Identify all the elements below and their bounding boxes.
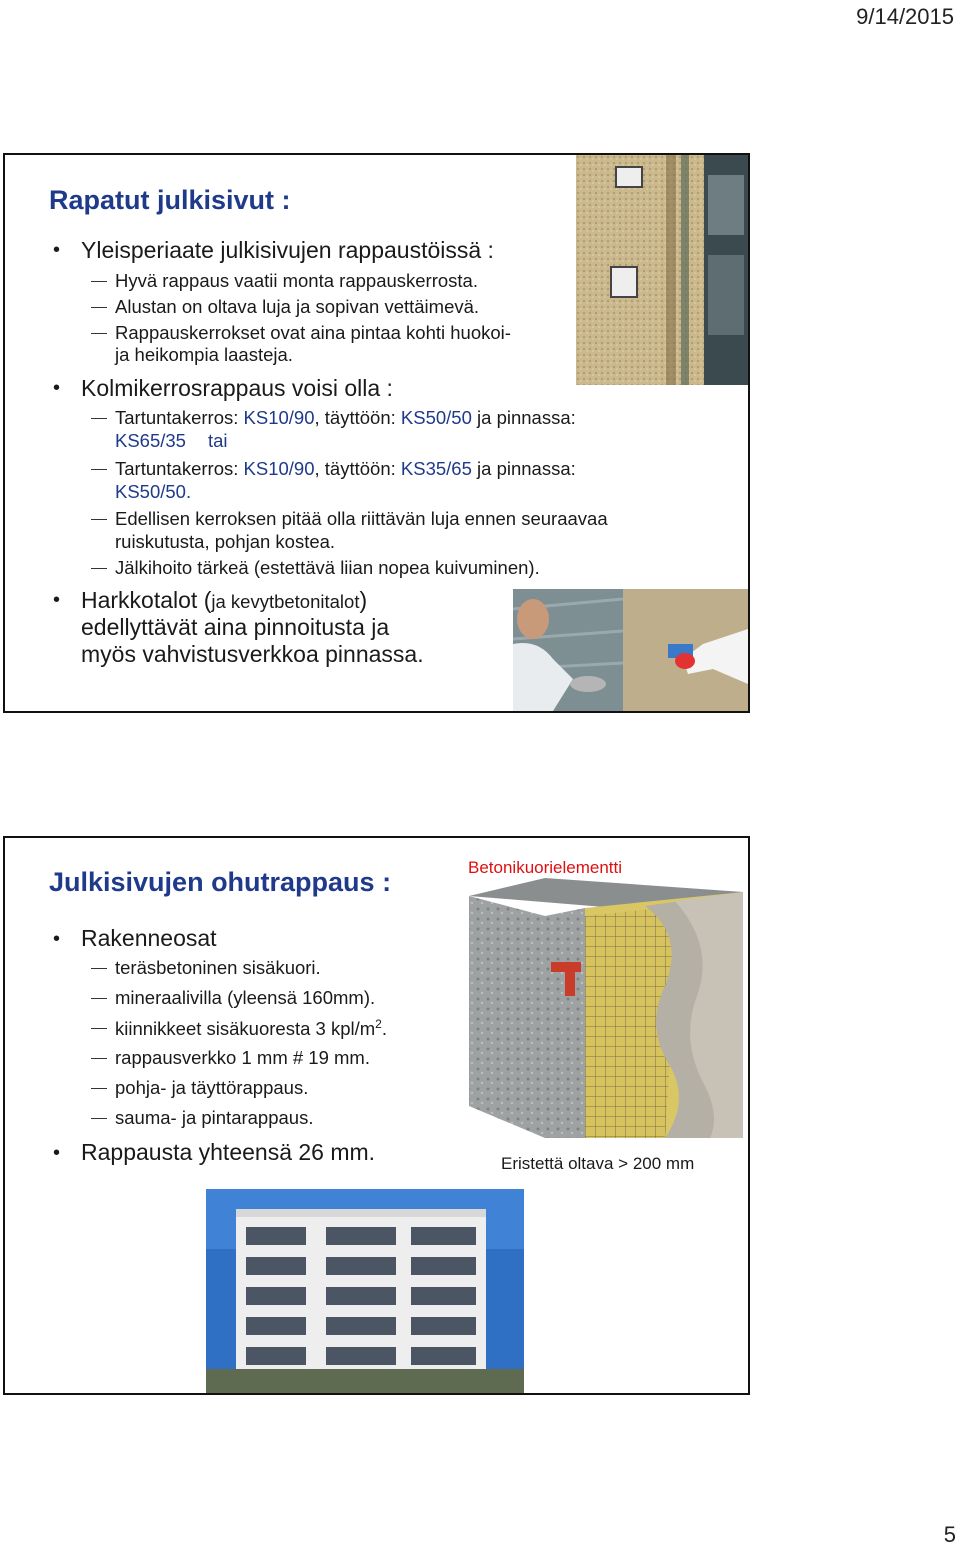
- subitem-text: Hyvä rappaus vaatii monta rappauskerrosta.: [115, 270, 478, 291]
- text: Tartuntakerros:: [115, 458, 244, 479]
- text: ja pinnassa:: [471, 458, 576, 479]
- dash: [91, 1118, 107, 1119]
- dash: [91, 418, 107, 419]
- wall-structure-diagram: [465, 876, 748, 1138]
- subitem-text: Jälkihoito tärkeä (estettävä liian nopea kuivuminen).: [115, 557, 540, 578]
- text: Tartuntakerros:: [115, 407, 244, 428]
- dash: [91, 333, 107, 334]
- text: kiinnikkeet sisäkuoresta 3 kpl/m: [115, 1018, 376, 1040]
- bullet-yleisperiaate: Yleisperiaate julkisivujen rappaustöissä :: [81, 237, 494, 263]
- bullet-harkkotalot: [81, 587, 367, 614]
- bullet-dot: •: [53, 377, 61, 399]
- subitem-text-cont: ruiskutusta, pohjan kostea.: [115, 531, 336, 552]
- slide-title: Julkisivujen ohutrappaus :: [49, 867, 392, 897]
- text: Harkkotalot (: [81, 587, 212, 613]
- mix-code: KS10/90: [243, 407, 315, 428]
- dash: [91, 1058, 107, 1059]
- subitem-text: rappausverkko 1 mm # 19 mm.: [115, 1047, 370, 1068]
- plastering-workers-photo: [513, 589, 748, 711]
- subitem-recipe-1: [115, 407, 576, 429]
- dash: [91, 568, 107, 569]
- bullet-dot: •: [53, 239, 61, 261]
- text: , täyttöön:: [314, 407, 401, 428]
- or-text: tai: [207, 430, 228, 451]
- apartment-building-photo: [206, 1189, 524, 1393]
- subitem-kiinnikkeet: [115, 1017, 387, 1040]
- subitem-text: mineraalivilla (yleensä 160mm).: [115, 987, 376, 1008]
- diagram-caption: Eristettä oltava > 200 mm: [501, 1154, 695, 1173]
- dash: [91, 998, 107, 999]
- text: .: [381, 1018, 387, 1040]
- text-small: ja kevytbetonitalot: [211, 591, 360, 612]
- text: ja pinnassa:: [471, 407, 576, 428]
- text: ): [359, 587, 368, 613]
- text: , täyttöön:: [314, 458, 401, 479]
- mix-code: KS10/90: [243, 458, 315, 479]
- dash: [91, 469, 107, 470]
- subitem-text: Rappauskerrokset ovat aina pintaa kohti huokoi-: [115, 322, 511, 343]
- subitem-recipe-2-cont: KS50/50.: [115, 481, 192, 502]
- subitem-text: sauma- ja pintarappaus.: [115, 1107, 314, 1128]
- dash: [91, 1028, 107, 1029]
- bullet-rakenneosat: Rakenneosat: [81, 925, 217, 951]
- dash: [91, 1088, 107, 1089]
- mix-code: KS50/50: [400, 407, 472, 428]
- dash: [91, 307, 107, 308]
- slide-ohutrappaus: [3, 836, 750, 1395]
- slide-rapatut-julkisivut: [3, 153, 750, 713]
- subitem-text: teräsbetoninen sisäkuori.: [115, 957, 321, 978]
- bullet-harkkotalot-line3: myös vahvistusverkkoa pinnassa.: [81, 641, 424, 667]
- subitem-text: Alustan on oltava luja ja sopivan vettäimevä.: [115, 296, 480, 317]
- mix-code: KS65/35: [115, 430, 186, 451]
- bullet-kolmikerrosrappaus: Kolmikerrosrappaus voisi olla :: [81, 375, 393, 401]
- subitem-text-cont: ja heikompia laasteja.: [115, 344, 293, 365]
- bullet-dot: •: [53, 589, 61, 611]
- subitem-text: pohja- ja täyttörappaus.: [115, 1077, 309, 1098]
- page-number: 5: [943, 1522, 956, 1547]
- mix-code: KS35/65: [400, 458, 472, 479]
- dash: [91, 968, 107, 969]
- facade-wall-photo: [576, 155, 748, 385]
- subitem-recipe-1-cont: [115, 430, 228, 452]
- superscript: 2: [375, 1017, 382, 1031]
- dash: [91, 281, 107, 282]
- bullet-dot: •: [53, 1142, 61, 1164]
- bullet-rappausta: Rappausta yhteensä 26 mm.: [81, 1139, 376, 1165]
- subitem-text: Edellisen kerroksen pitää olla riittävän luja ennen seuraavaa: [115, 508, 608, 529]
- bullet-dot: •: [53, 928, 61, 950]
- dash: [91, 519, 107, 520]
- diagram-label: Betonikuorielementti: [468, 858, 623, 877]
- slide-title: Rapatut julkisivut :: [49, 185, 291, 215]
- header-date: 9/14/2015: [856, 4, 954, 29]
- bullet-harkkotalot-line2: edellyttävät aina pinnoitusta ja: [81, 614, 390, 640]
- subitem-recipe-2: [115, 458, 576, 480]
